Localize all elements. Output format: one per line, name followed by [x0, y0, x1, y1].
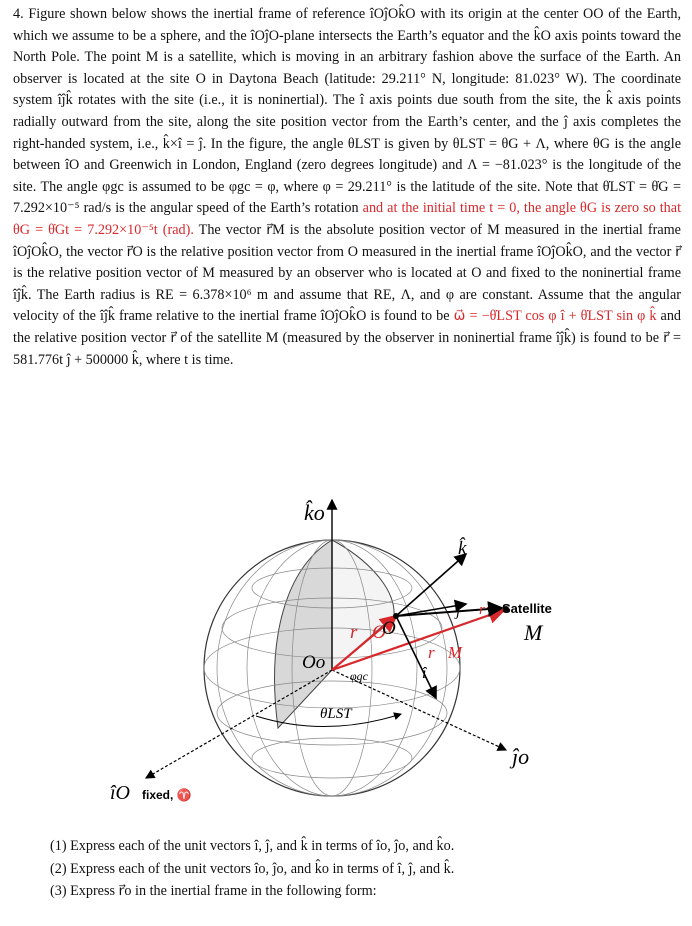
angular-velocity-expression: ω⃗ = −θ̇LST cos φ î + θ̇LST sin φ k̂: [453, 308, 657, 325]
problem-text-red: and at the initial time t = 0, the angle θG is zero so that θG = θ̇Gt = 7.292×10⁻⁵t (rad).: [13, 200, 682, 238]
question-2: (2) Express each of the unit vectors îo, ĵo, and k̂o in terms of î, ĵ, and k̂.: [50, 860, 455, 877]
label-M: M: [524, 620, 543, 645]
question-list: [50, 835, 670, 903]
earth-figure: [96, 488, 596, 828]
label-satellite: Satellite: [502, 601, 552, 616]
label-j: ĵ: [456, 604, 461, 620]
label-theta: θLST: [320, 706, 352, 722]
label-fixed: fixed, ♈: [142, 788, 192, 802]
label-io: îO: [110, 782, 130, 804]
label-phi: φgc: [350, 669, 368, 683]
label-ro: r⃗O: [350, 622, 386, 643]
label-k: k̂: [458, 538, 467, 559]
question-3: (3) Express r⃗o in the inertial frame in the following form:: [50, 883, 377, 899]
label-rM: r⃗M: [428, 643, 462, 662]
problem-text-3: and the relative position vector r⃗ of the satellite M (measured by the observer in noninertial frame îĵk̂) is found to be r⃗ = 581.776t ĵ + 500000 k̂, where t is time.: [13, 308, 682, 368]
label-Oo: Oo: [302, 652, 326, 673]
label-jo: ĵo: [512, 744, 530, 769]
earth-diagram: [96, 488, 596, 828]
problem-text-1: Figure shown below shows the inertial frame of reference îOĵOk̂O with its origin at the center OO of the Earth, which we assume to be a sphere, and the îOĵO-plane intersects the Earth’s equator and the k̂O axis points toward the North Pole. The point M is a satellite, which is moving in an arbitrary fashion above the surface of the Earth. An observer is located at the site O in Daytona Beach (latitude: 29.211° N, longitude: 81.023° W). The coordinate system îĵk̂ rotates with the site (i.e., it is noninertial). The î axis points due south from the site, the k̂ axis points radially outward from the site, along the site position vector from the Earth’s center, and the ĵ axis completes the right-handed system, i.e., k̂×î = ĵ. In the figure, the angle θLST is given by θLST = θG + Λ, where θG is the angle between îO and Greenwich in London, England (zero degrees longitude) and Λ = −81.023° is the longitude of the site. The angle φgc is assumed to be φgc = φ, where φ = 29.211° is the latitude of the site. Note that θ̇LST = θ̇G = 7.292×10⁻⁵ rad/s is the angular speed of the Earth’s rotation: [13, 6, 681, 217]
label-r: r⃗: [479, 602, 497, 618]
problem-statement: [13, 4, 681, 371]
label-ko: k̂o: [304, 500, 325, 525]
problem-text-2: The vector r⃗M is the absolute position vector of M measured in the inertial frame îOĵOk̂O, the vector r⃗O is the relative position vector from O measured in the inertial frame îOĵOk̂O, and the vector r⃗ is the relative position vector of M measured by an observer who is located at O and fixed to the noninertial frame îĵk̂. The Earth radius is RE = 6.378×10⁶ m and assume that RE, Λ, and φ are constant. Assume that the angular velocity of the îĵk̂ frame relative to the inertial frame îOĵOk̂O is found to be: [13, 221, 681, 325]
question-1: (1) Express each of the unit vectors î, ĵ, and k̂ in terms of îo, ĵo, and k̂o.: [50, 838, 455, 854]
label-i: î: [422, 665, 427, 682]
problem-number: 4.: [13, 6, 24, 22]
label-O: O: [382, 618, 396, 639]
